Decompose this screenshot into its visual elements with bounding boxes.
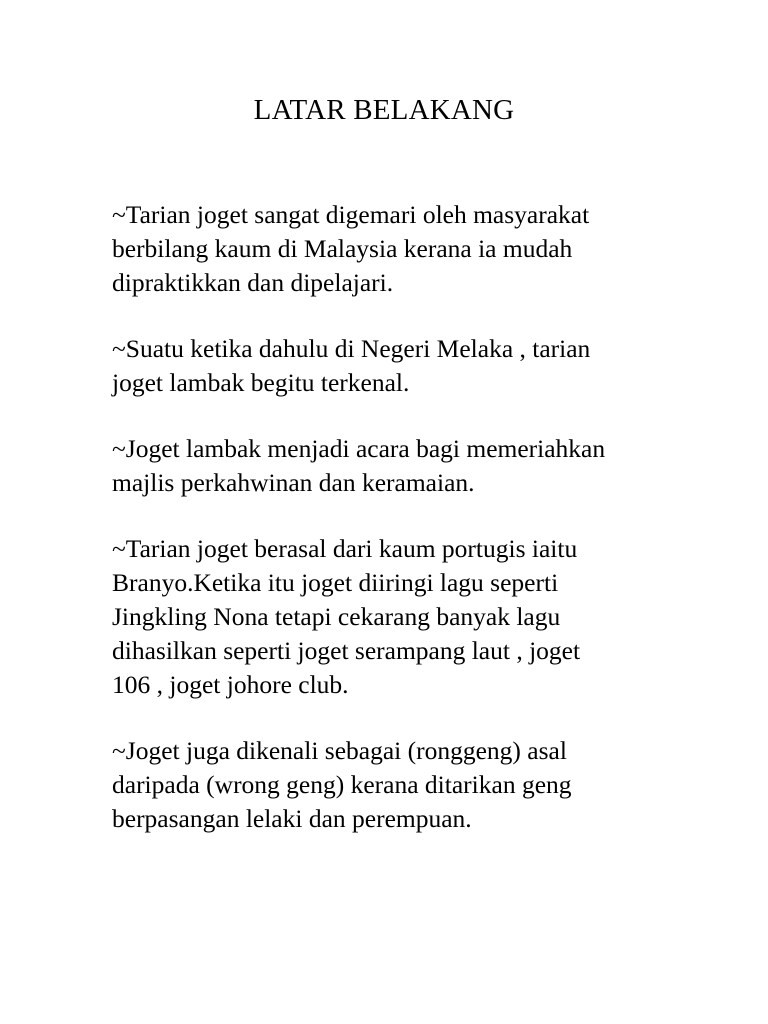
- paragraph-line: ~Joget lambak menjadi acara bagi memeriahkan: [112, 434, 606, 463]
- page-title: LATAR BELAKANG: [253, 94, 515, 126]
- paragraph-line: ~Joget juga dikenali sebagai (ronggeng) asal: [112, 736, 567, 765]
- paragraph-line: ~Tarian joget berasal dari kaum portugis iaitu: [112, 534, 578, 563]
- paragraph: [112, 432, 672, 500]
- paragraph-line: Jingkling Nona tetapi cekarang banyak lagu: [112, 602, 561, 631]
- paragraph-line: daripada (wrong geng) kerana ditarikan geng: [112, 770, 572, 799]
- paragraph-line: majlis perkahwinan dan keramaian.: [112, 468, 475, 497]
- paragraph: [112, 532, 672, 702]
- paragraph-line: Branyo.Ketika itu joget diiringi lagu seperti: [112, 568, 559, 597]
- paragraph-line: ~Tarian joget sangat digemari oleh masyarakat: [112, 200, 590, 229]
- paragraph: [112, 734, 672, 836]
- paragraph: [112, 332, 672, 400]
- paragraph: [112, 198, 672, 300]
- document-body: [112, 198, 672, 868]
- paragraph-line: joget lambak begitu terkenal.: [112, 368, 410, 397]
- paragraph-line: ~Suatu ketika dahulu di Negeri Melaka , tarian: [112, 334, 591, 363]
- paragraph-line: dipraktikkan dan dipelajari.: [112, 268, 394, 297]
- paragraph-line: 106 , joget johore club.: [112, 670, 349, 699]
- paragraph-line: berbilang kaum di Malaysia kerana ia mudah: [112, 234, 573, 263]
- paragraph-line: berpasangan lelaki dan perempuan.: [112, 804, 472, 833]
- paragraph-line: dihasilkan seperti joget serampang laut , joget: [112, 636, 581, 665]
